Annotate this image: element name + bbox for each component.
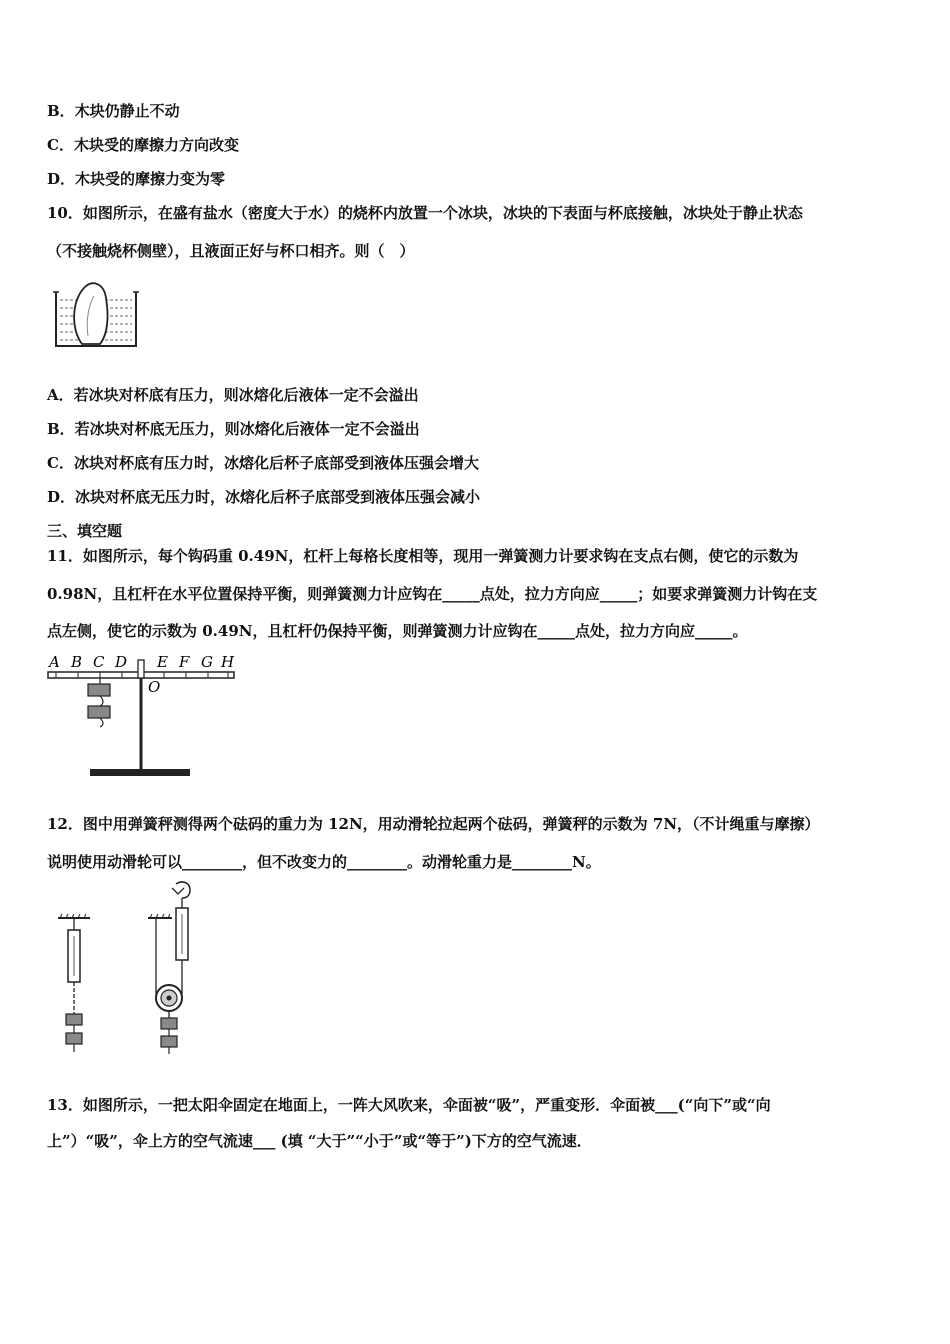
lever-label-a: A: [49, 653, 60, 671]
q11-stem-line1: 11．如图所示，每个钩码重 0.49N，杠杆上每格长度相等，现用一弹簧测力计要求钩在支点右侧，使它的示数为: [47, 547, 799, 565]
beaker-ice-figure: [52, 278, 142, 350]
lever-figure: [44, 652, 244, 782]
q10-option-d: D．冰块对杯底无压力时，冰熔化后杯子底部受到液体压强会减小: [47, 488, 481, 506]
lever-label-h: H: [221, 653, 235, 671]
lever-label-c: C: [93, 653, 105, 671]
q10-option-c: C．冰块对杯底有压力时，冰熔化后杯子底部受到液体压强会增大: [47, 454, 479, 472]
q13-stem-line2: 上”）“吸”，伞上方的空气流速___ (填 “大于”“小于”或“等于”)下方的空气流速．: [47, 1132, 592, 1150]
q12-stem-line1: 12．图中用弹簧秤测得两个砝码的重力为 12N，用动滑轮拉起两个砝码，弹簧秤的示数为 7N，（不计绳重与摩擦）: [47, 815, 820, 833]
section-title-fill-in: 三、填空题: [47, 522, 123, 540]
q9-option-b: B．木块仍静止不动: [47, 102, 180, 120]
q10-option-a: A．若冰块对杯底有压力，则冰熔化后液体一定不会溢出: [47, 386, 419, 404]
spring-scale-figure: [56, 912, 96, 1057]
q9-option-d: D．木块受的摩擦力变为零: [47, 170, 226, 188]
q10-stem-line2: （不接触烧杯侧壁），且液面正好与杯口相齐。则（ ）: [47, 242, 415, 260]
q9-option-c: C．木块受的摩擦力方向改变: [47, 136, 239, 154]
q12-stem-line2: 说明使用动滑轮可以________，但不改变力的________。动滑轮重力是________N。: [47, 853, 601, 871]
lever-label-g: G: [201, 653, 213, 671]
lever-label-d: D: [115, 653, 128, 671]
movable-pulley-figure: [142, 880, 212, 1058]
lever-label-f: F: [179, 653, 190, 671]
lever-label-b: B: [71, 653, 83, 671]
lever-label-e: E: [157, 653, 168, 671]
q13-stem-line1: 13．如图所示，一把太阳伞固定在地面上，一阵大风吹来，伞面被“吸”，严重变形．伞面被___(“向下”或“向: [47, 1096, 771, 1114]
q11-stem-line3: 点左侧，使它的示数为 0.49N，且杠杆仍保持平衡，则弹簧测力计应钩在_____点处，拉力方向应_____。: [47, 622, 748, 640]
q10-option-b: B．若冰块对杯底无压力，则冰熔化后液体一定不会溢出: [47, 420, 420, 438]
q11-stem-line2: 0.98N，且杠杆在水平位置保持平衡，则弹簧测力计应钩在_____点处，拉力方向应_____；如要求弹簧测力计钩在支: [47, 585, 818, 603]
q10-stem-line1: 10．如图所示，在盛有盐水（密度大于水）的烧杯内放置一个冰块，冰块的下表面与杯底接触，冰块处于静止状态: [47, 204, 803, 222]
lever-label-o: O: [148, 678, 161, 696]
